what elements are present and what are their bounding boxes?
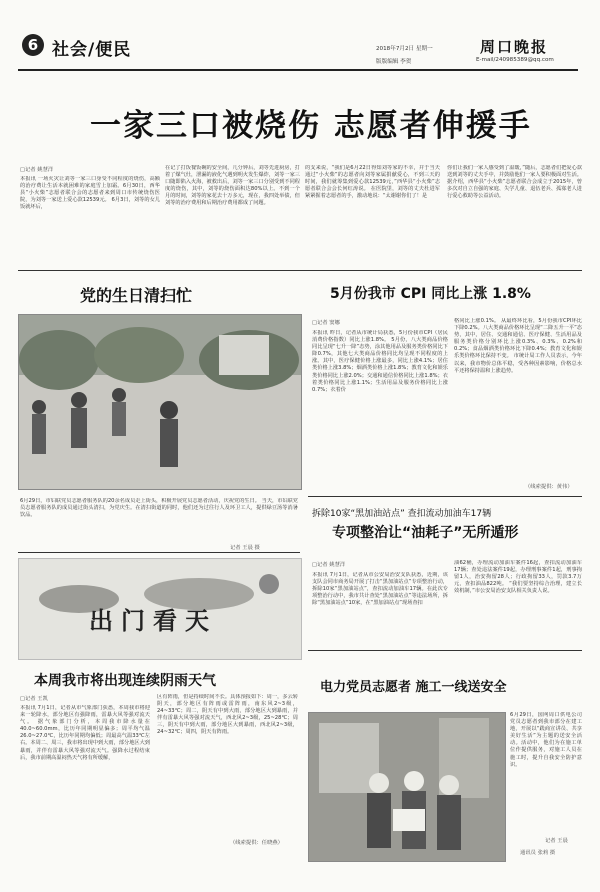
oil-col-2: 油62桶，办理流动加油车案件16起，查扣流动加油车17辆；查处违法案件19起，办理刑事案件1起，刑事拘留1人，治安拘留28人；行政拘留33人，罚款3.7万元，查扣油品822吨。 “我们要坚持综合治理，建立长效机制，”市公安局治安支队相关负责人说。 [454,560,582,595]
weather-credit: （线索提供：任晓燕） [230,840,283,846]
divider-2 [308,496,582,497]
main-col-4: 你们让我们一家人感受到了温暖，”随后，志愿者们把爱心款送到刘等的丈夫手中，并鼓励他们一家人要积极面对生活。 据介绍，西华县“小火柴”志愿者联合会成立于2015年，曾多次对自立自强的家庭、失学儿童、退伍老兵、孤寡老人进行爱心救助等公益活动。 [447,165,582,200]
cpi-col-2: 格同比上涨0.1%。 从最终环比看，5月份我市CPI环比下降0.2%。八大类商品价格环比呈现“二降五升一平”态势，其中，居住、交通和通信、医疗保健、生活用品及服务类价格分别环比上涨0.3%、0.3%、0.2%和0.2%；食品烟酒类价格环比下降0.4%；教育文化和娱乐类价格环比保持不变。 市统计局工作人员表示，今年以来，我市物价总体平稳，受各种因素影响，价格总水平还将保持温和上涨趋势。 [454,318,582,374]
weather-banner [18,558,302,660]
main-col-3: 的支来说，“我们是6月22日得知刘等家的不幸，并于当天通过“小火柴”的志愿者向刘等家属捐献爱心，不到三天的时间，我们就筹集到爱心款12539元，”西华县“小火柴”志愿者联合会会长何红涛说。 在医院里，刘等的丈夫杜进军紧紧握着志愿者的手，激动地说：“太谢谢你们了！是 [305,165,440,200]
cleaning-headline: 党的生日清扫忙 [80,286,193,305]
page-number: 6 [27,36,39,54]
section-title: 社会/便民 [52,40,132,60]
paper-name-logo: 周口晚报 [480,38,549,56]
main-byline: □记者 姚慧洋 [20,167,54,173]
cleaning-photo [18,314,302,490]
oil-kicker: 拆除10家“黑加油站点” 查扣流动加油车17辆 [312,509,492,519]
oil-headline: 专项整治让“油耗子”无所遁形 [332,525,519,541]
email-line: E-mail/240985389@qq.com [476,57,554,63]
divider-3 [18,552,300,553]
cleaning-credit: 记者 王晨 摄 [230,545,260,551]
power-photo-illustration [309,713,505,861]
power-headline: 电力党员志愿者 施工一线送安全 [320,680,507,695]
cpi-col-1: 本报讯 昨日，记者从市统计局获悉，5月份我市CPI（居民消费价格指数）同比上涨1.8%。 5月份，八大类商品价格同比呈现“七升一降”态势，涂其他用品及服务类价格同比下降0.7%，其他七大类商品价格同比均呈现不同程度的上涨。其中，医疗保健价格上涨最多，同比上涨4.1%；居住类价格上涨3.8%；烟酒类价格上涨1.8%；教育文化和娱乐类价格同比上涨2.0%；交通和通信价格同比上涨1.8%；衣着类价格同比上涨1.1%；生活用品及服务价格同比上涨0.7%；衣着价 [312,330,448,393]
cpi-headline: 5月份我市 CPI 同比上涨 1.8% [330,286,531,302]
oil-byline: □记者 姚慧洋 [312,562,346,568]
power-credit-1: 记者 王晨 [545,838,568,844]
cleaning-photo-illustration [19,315,301,489]
date-line: 2018年7月2日 星期一 [376,46,433,52]
oil-col-1: 本报讯 7月1日，记者从市公安局治安支队获悉，近期，该支队会同市商务局开展了打击“黑加油站点”专项整治行动，拆除10家“黑加油站点”，查扣流动加油车17辆。在此次专项整治行动中，我市共计查处“黑加油站点”等违法场所，拆除“黑加油站点”10家，在“黑加油站点”现场查扣 [312,572,448,607]
cpi-credit: （线索提供：黄伟） [525,484,573,490]
cpi-byline: □记者 窦娜 [312,320,340,326]
divider-4 [308,650,582,651]
weather-banner-text: 出门看天 [89,607,217,635]
weather-col-1: 本报讯 7月1日，记者从市气象部门获悉，本周我市将迎来一轮降水，部分地区有强降雨，雷暴大风等强对流天气。 据气象部门分析，本周我市降水量在40.0~60.0mm，比历年同期明显偏多；周平均气温26.0~27.0℃，比历年同期均偏低；周最高气温33℃左右。本周二、周三，我市将出现中到大雨，部分地区大到暴雨，并伴有雷暴大风等强对流天气。强降水过程结束后，我市前期高温闷热天气将有所缓解， [20,705,150,761]
header-rule [18,69,578,71]
power-caption: 6月29日，国网周口供电公司党员志愿者到我市部分在建工地，开展以“践商宣讲员、共享美好生活”为主题的送安全活动。活动中，他们为在施工单位作提供服务，对施工人员在施工时，提升自我安全防护意识。 [510,712,582,768]
divider-1 [18,270,582,271]
cleaning-caption: 6月29日，市妇联党员志愿者服务队的20余名成员走上街头，积极开展党员志愿者活动，庆祝党的生日。 当天，市妇联党员志愿者服务队的成员通过街头清扫，为党庆生。在清扫街道的同时，他们还为过往行人及环卫工人，提供绿豆汤等消暑饮品。 [20,498,298,519]
power-credit-2: 通讯员 张莉 摄 [520,850,556,856]
main-headline: 一家三口被烧伤 志愿者伸援手 [90,108,532,144]
main-col-2: 在记了打饭餐饭碗的安全间，几分钟后，刘等先进厨房，打着了煤气灶，泄漏的液化气遇到明火发生爆炸，刘等一家三口随即陷入火海，被救出后，刘等一家三口分别受到不同程度的烧伤，其中，刘等的烧伤面积达80%以上。不到一个月的时间，刘等的家花去十万多元，现在，我四处举债，但刘等的治疗费用和后期治疗费用都成了问题。 [165,165,300,207]
power-photo [308,712,506,862]
page-number-badge [22,34,44,56]
weather-byline: □记者 王凯 [20,696,48,702]
weather-headline: 本周我市将出现连续阴雨天气 [34,673,216,689]
main-col-1: 本报讯 一场火灾让刘等一家三口身受不同程度的烧伤，高额的治疗费让生活本就困难的家庭雪上加霜。6月30日，西华县“小火柴”志愿者联合会的志愿者来到周口市传统烧伤医院，为刘等一家送上爱心款12539元。 6月3日，刘等的女儿饭就坏后， [20,176,160,211]
editor-line: 版版编辑 李贺 [376,59,412,65]
weather-col-2: 区有阵雨，但是持续时间不长。具体预报如下：周一，多云转阴天，部分地区有阵雨或雷阵雨，南东风2~3级，24~33℃；周二，阴天有中到大雨，部分地区大到暴雨，并伴有雷暴大风等强对流天气，西北风2~3级，25~28℃；周三，阴天有中到大雨，部分地区大到暴雨，西北风2~3级，24~32℃；周四，阴天有阵雨。 [157,694,298,736]
